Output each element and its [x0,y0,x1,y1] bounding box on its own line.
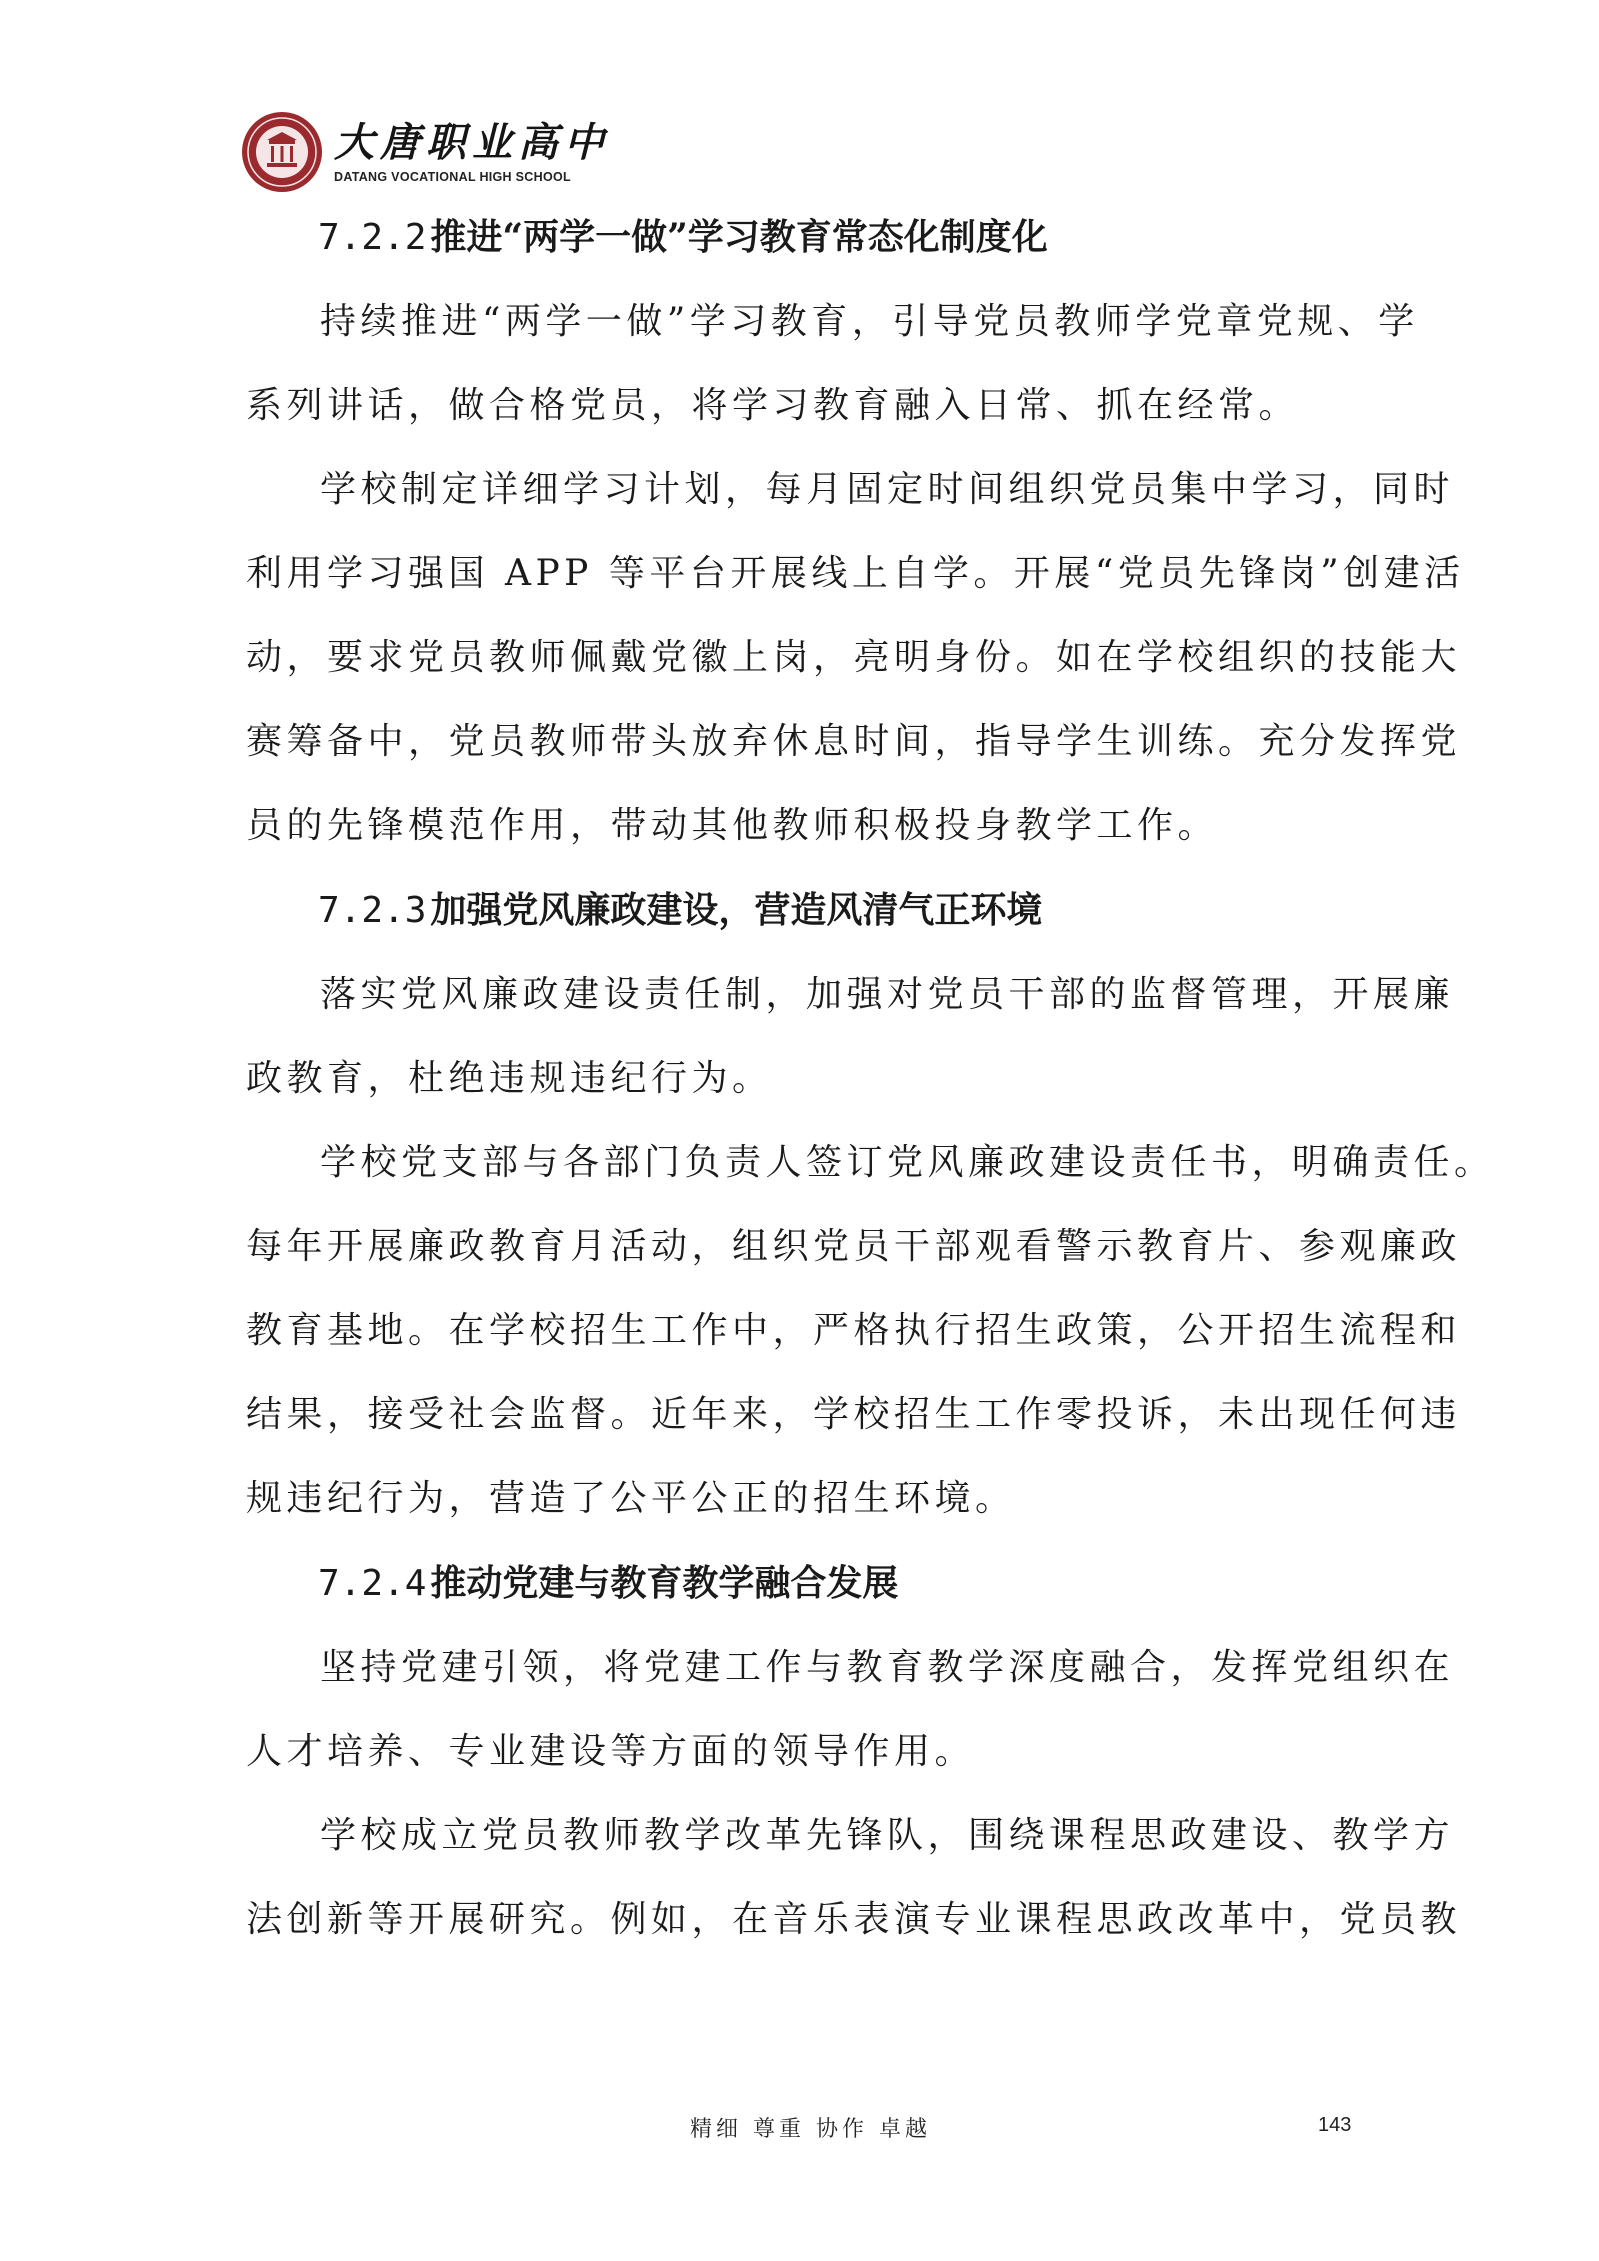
paragraph [246,1626,1455,1794]
paragraph-line: 持续推进“两学一做”学习教育，引导党员教师学党章党规、学 [320,301,1419,342]
paragraph-line: 赛筹备中，党员教师带头放弃休息时间，指导学生训练。充分发挥党 [246,721,1462,762]
section-title: 推进“两学一做”学习教育常态化制度化 [430,216,1048,258]
section-number: 7.2.3 [318,890,427,931]
page-number: 143 [1318,2114,1352,2136]
paragraph-line: 人才培养、专业建设等方面的领导作用。 [246,1731,976,1772]
paragraph [246,280,1419,448]
section-heading [246,195,1374,280]
section-title: 加强党风廉政建设，营造风清气正环境 [430,889,1043,931]
paragraph [246,448,1465,868]
paragraph-line: 学校制定详细学习计划，每月固定时间组织党员集中学习，同时 [320,469,1455,510]
paragraph [246,953,1455,1121]
school-name-english: DATANG VOCATIONAL HIGH SCHOOL [334,170,571,184]
paragraph-line: 规违纪行为，营造了公平公正的招生环境。 [246,1478,1016,1519]
paragraph-line: 利用学习强国 APP 等平台开展线上自学。开展“党员先锋岗”创建活 [246,553,1465,594]
paragraph-line: 结果，接受社会监督。近年来，学校招生工作零投诉，未出现任何违 [246,1394,1462,1435]
footer-motto: 精细 尊重 协作 卓越 [690,2117,931,2142]
paragraph [246,1794,1462,1962]
section-title: 推动党建与教育教学融合发展 [430,1562,899,1604]
paragraph-line: 学校党支部与各部门负责人签订党风廉政建设责任书，明确责任。 [320,1142,1495,1183]
paragraph-line: 每年开展廉政教育月活动，组织党员干部观看警示教育片、参观廉政 [246,1226,1462,1267]
section-heading [246,1541,1374,1626]
page-header [240,110,610,194]
document-body [246,195,1495,1962]
paragraph-line: 学校成立党员教师教学改革先锋队，围绕课程思政建设、教学方 [320,1815,1455,1856]
paragraph-line: 落实党风廉政建设责任制，加强对党员干部的监督管理，开展廉 [320,974,1455,1015]
section-number: 7.2.2 [318,217,427,258]
paragraph-line: 法创新等开展研究。例如，在音乐表演专业课程思政改革中，党员教 [246,1899,1462,1940]
section-number: 7.2.4 [318,1563,427,1604]
paragraph-line: 政教育，杜绝违规违纪行为。 [246,1058,773,1099]
school-name-chinese: 大唐职业高中 [334,119,610,166]
paragraph [246,1121,1495,1541]
school-seal-icon [240,110,324,194]
paragraph-line: 系列讲话，做合格党员，将学习教育融入日常、抓在经常。 [246,385,1300,426]
paragraph-line: 教育基地。在学校招生工作中，严格执行招生政策，公开招生流程和 [246,1310,1462,1351]
paragraph-line: 员的先锋模范作用，带动其他教师积极投身教学工作。 [246,805,1219,846]
page-footer [0,2112,1599,2142]
paragraph-line: 动，要求党员教师佩戴党徽上岗，亮明身份。如在学校组织的技能大 [246,637,1462,678]
section-heading [246,868,1374,953]
paragraph-line: 坚持党建引领，将党建工作与教育教学深度融合，发挥党组织在 [320,1647,1455,1688]
school-name [334,119,610,185]
